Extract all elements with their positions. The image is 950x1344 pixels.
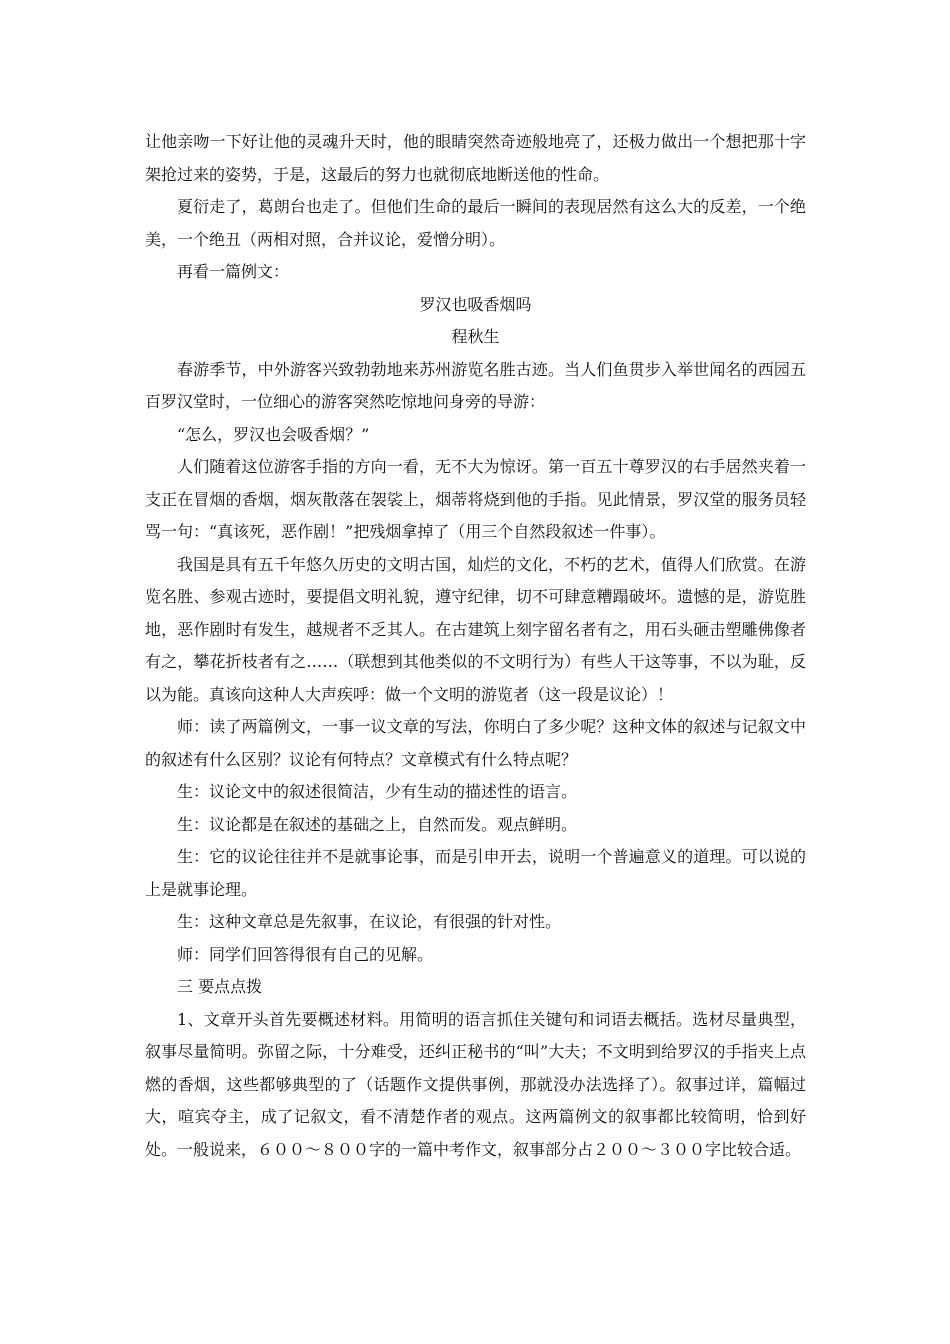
section-heading: 三 要点点拨 <box>177 977 263 996</box>
paragraph-narration: 人们随着这位游客手指的方向一看，无不大为惊讶。第一百五十尊罗汉的右手居然夹着一支正在冒烟的香烟，烟灰散落在袈裟上，烟蒂将烧到他的手指。见此情景，罗汉堂的服务员轻骂一句：“真该死，恶作剧！”把残烟拿掉了（用三个自然段叙述一件事）。 <box>145 457 806 541</box>
document-page <box>145 126 806 1166</box>
paragraph-contrast-comment: 夏衍走了，葛朗台也走了。但他们生命的最后一瞬间的表现居然有这么大的反差，一个绝美，一个绝丑（两相对照，合并议论，爱憎分明）。 <box>145 197 806 249</box>
example-author: 程秋生 <box>451 327 500 346</box>
paragraph-point-1: 1、文章开头首先要概述材料。用简明的语言抓住关键句和词语去概括。选材尽量典型，叙事尽量简明。弥留之际，十分难受，还纠正秘书的“叫”大夫；不文明到给罗汉的手指夹上点燃的香烟，这些都够典型的了（话题作文提供事例，那就没办法选择了）。叙事过详，篇幅过大，喧宾夺主，成了记叙文，看不清楚作者的观点。这两篇例文的叙事都比较简明，恰到好处。一般说来，６００～８００字的一篇中考作文，叙事部分占２００～３００字比较合适。 <box>145 1009 806 1159</box>
paragraph-student-answer-2: 生：议论都是在叙述的基础之上，自然而发。观点鲜明。 <box>177 814 578 834</box>
paragraph-student-answer-4: 生：这种文章总是先叙事，在议论，有很强的针对性。 <box>177 912 562 931</box>
paragraph-continuation: 让他亲吻一下好让他的灵魂升天时，他的眼睛突然奇迹般地亮了，还极力做出一个想把那十字架抢过来的姿势，于是，这最后的努力也就彻底地断送他的性命。 <box>145 132 806 184</box>
paragraph-spring-tour: 春游季节，中外游客兴致勃勃地来苏州游览名胜古迹。当人们鱼贯步入举世闻名的西园五百罗汉堂时，一位细心的游客突然吃惊地问身旁的导游： <box>145 359 806 411</box>
paragraph-intro-example: 再看一篇例文： <box>177 262 290 281</box>
paragraph-quote: “怎么，罗汉也会吸香烟？” <box>177 424 370 444</box>
paragraph-teacher-comment: 师：同学们回答得很有自己的见解。 <box>177 944 434 964</box>
paragraph-student-answer-1: 生：议论文中的叙述很简洁，少有生动的描述性的语言。 <box>177 782 578 801</box>
example-title: 罗汉也吸香烟吗 <box>419 294 532 314</box>
paragraph-teacher-question: 师：读了两篇例文，一事一议文章的写法，你明白了多少呢？这种文体的叙述与记叙文中的叙述有什么区别？议论有何特点？文章模式有什么特点呢？ <box>145 717 806 769</box>
paragraph-student-answer-3: 生：它的议论往往并不是就事论事，而是引申开去，说明一个普遍意义的道理。可以说的上是就事论理。 <box>145 847 806 899</box>
paragraph-argument: 我国是具有五千年悠久历史的文明古国，灿烂的文化，不朽的艺术，值得人们欣赏。在游览名胜、参观古迹时，要提倡文明礼貌，遵守纪律，切不可肆意糟蹋破坏。遗憾的是，游览胜地，恶作剧时有发生，越规者不乏其人。在古建筑上刻字留名者有之，用石头砸击塑雕佛像者有之，攀花折枝者有之……（联想到其他类似的不文明行为）有些人干这等事，不以为耻，反以为能。真该向这种人大声疾呼：做一个文明的游览者（这一段是议论）！ <box>145 554 806 704</box>
